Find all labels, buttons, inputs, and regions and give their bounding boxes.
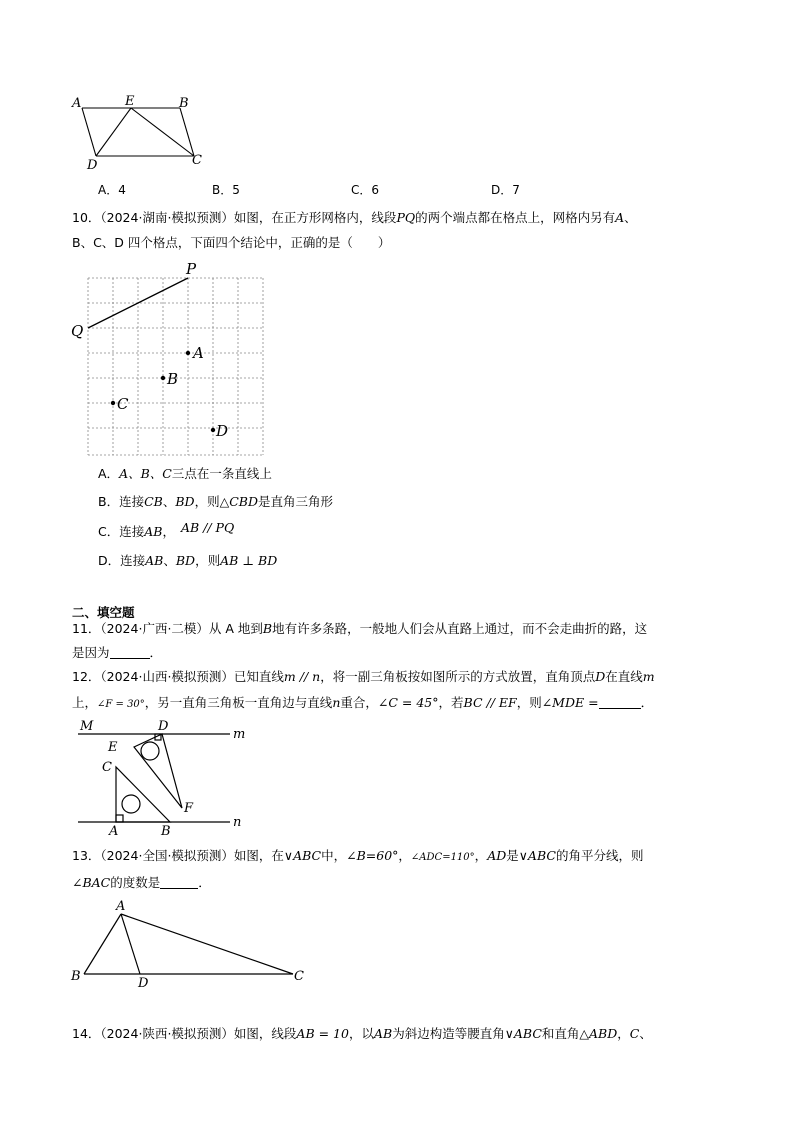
parallelogram-figure (70, 92, 210, 172)
q9-option-b[interactable]: B．5 (212, 183, 240, 197)
set-label-F: F (184, 801, 194, 816)
q13-answer-blank[interactable] (160, 876, 198, 889)
q13-stem-line2: ∠BAC的度数是 ． (72, 875, 211, 890)
q10-stem-line1: 10．（2024·湖南·模拟预测）如图，在正方形网格内，线段PQ的两个端点都在格点上，网格内另有A、 (72, 210, 637, 225)
grid-figure (68, 260, 278, 460)
set-square-figure (72, 716, 252, 840)
q12-stem-line1: 12．（2024·山西·模拟预测）已知直线m // n，将一副三角板按如图所示的方式放置，直角顶点D在直线m (72, 669, 655, 684)
grid-label-B: B (167, 370, 179, 388)
fig-label-B: B (179, 96, 189, 111)
q14-stem-line1: 14．（2024·陕西·模拟预测）如图，线段AB = 10，以AB为斜边构造等腰直角∨ABC和直角△ABD，C、 (72, 1026, 652, 1041)
q11-stem-line1: 11．（2024·广西·二模）从 A 地到B地有许多条路，一般地人们会从直路上通过，而不会走曲折的路，这 (72, 621, 648, 636)
q9-option-a[interactable]: A．4 (98, 183, 126, 197)
grid-label-A: A (193, 344, 204, 362)
set-label-M: M (80, 719, 94, 734)
math-pq: PQ (396, 210, 416, 225)
tri-label-A: A (116, 899, 126, 914)
grid-label-C: C (117, 395, 129, 413)
tri-label-C: C (294, 969, 304, 984)
q11-answer-blank[interactable] (110, 646, 150, 659)
grid-label-P: P (186, 260, 197, 278)
fig-label-A: A (72, 96, 82, 111)
set-label-A: A (109, 824, 119, 839)
q10-option-a[interactable]: A．A、B、C三点在一条直线上 (98, 466, 272, 481)
grid-label-D: D (216, 422, 229, 440)
q10-option-b[interactable]: B．连接CB、BD，则△CBD是直角三角形 (98, 494, 333, 509)
set-label-E: E (108, 740, 118, 755)
q9-option-c[interactable]: C．6 (351, 183, 380, 197)
tri-label-D: D (138, 976, 149, 990)
q13-stem-line1: 13．（2024·全国·模拟预测）如图，在∨ABC中，∠B=60°，∠ADC=110°，AD是∨ABC的角平分线，则 (72, 848, 644, 863)
set-label-m: m (233, 727, 246, 742)
grid-label-Q: Q (71, 322, 84, 340)
q9-option-d[interactable]: D．7 (491, 183, 520, 197)
triangle-abc-figure (68, 896, 318, 990)
set-label-B: B (161, 824, 171, 839)
set-label-n: n (233, 815, 242, 830)
q10-stem-line2: B、C、D 四个格点，下面四个结论中，正确的是（ ） (72, 235, 391, 250)
section-title-fill-blank: 二、填空题 (72, 605, 135, 620)
set-label-C: C (102, 760, 112, 775)
tri-label-B: B (71, 969, 81, 984)
fig-label-D: D (87, 158, 98, 172)
fig-label-E: E (125, 94, 135, 109)
q12-answer-blank[interactable] (599, 696, 641, 709)
q11-stem-line2: 是因为 ． (72, 645, 163, 660)
q10-option-d[interactable]: D．连接AB、BD，则AB ⊥ BD (98, 553, 278, 568)
fig-label-C: C (192, 153, 202, 168)
set-label-D: D (158, 719, 169, 734)
q12-stem-line2: 上，∠F = 30°，另一直角三角板一直角边与直线n重合，∠C = 45°，若BC // EF，则∠MDE = ． (72, 695, 654, 710)
q10-option-c[interactable]: C．连接AB， AB // PQ (98, 520, 235, 539)
